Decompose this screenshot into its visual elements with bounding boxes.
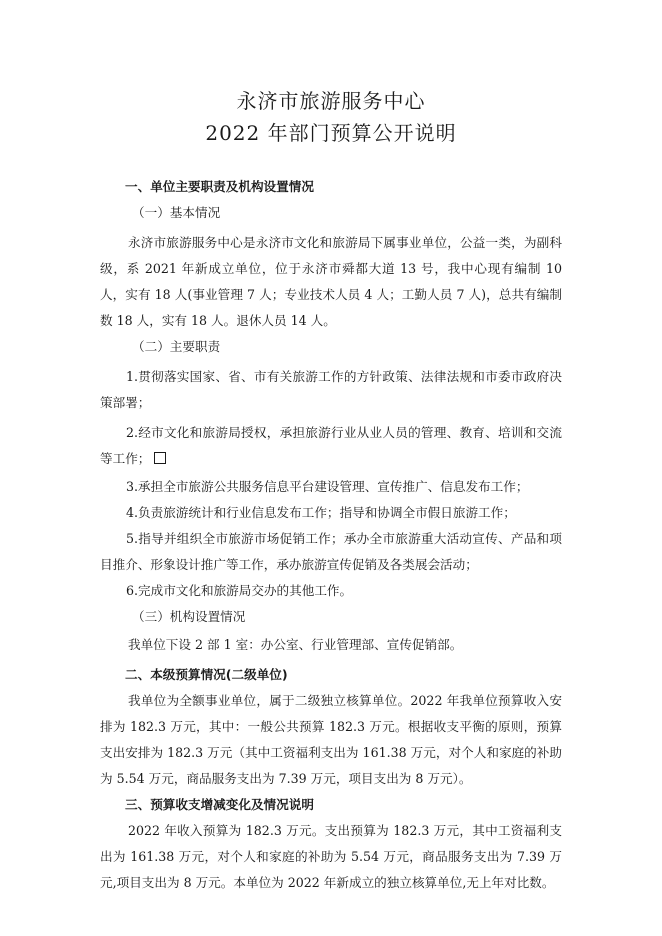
section1-sub1-heading: （一）基本情况 (132, 205, 221, 220)
budget-change-paragraph: 2022 年收入预算为 182.3 万元。支出预算为 182.3 万元，其中工资福利支出为 161.38 万元，对个人和家庭的补助为 5.54 万元，商品服务支出为 7.39 万元,项目支出为 8 万元。本单位为 2022 年新成立的独立核算单位,无上年对比数。 (100, 823, 562, 890)
section2-heading: 二、本级预算情况(二级单位) (125, 667, 288, 682)
section1-sub3-heading: （三）机构设置情况 (132, 609, 246, 624)
duty-item-2 (100, 420, 562, 472)
duty-item-2-text: 2.经市文化和旅游局授权，承担旅游行业从业人员的管理、教育、培训和交流等工作； (100, 425, 562, 466)
duty-item-3: 3.承担全市旅游公共服务信息平台建设管理、宣传推广、信息发布工作； (126, 479, 529, 494)
duty-item-6: 6.完成市文化和旅游局交办的其他工作。 (126, 583, 353, 598)
duty-item-4: 4.负责旅游统计和行业信息发布工作；指导和协调全市假日旅游工作； (126, 505, 516, 520)
section1-heading: 一、单位主要职责及机构设置情况 (125, 179, 314, 194)
section3-heading: 三、预算收支增减变化及情况说明 (125, 797, 314, 812)
org-structure-paragraph: 我单位下设 2 部 1 室：办公室、行业管理部、宣传促销部。 (128, 637, 463, 652)
duty-item-5: 5.指导并组织全市旅游市场促销工作；承办全市旅游重大活动宣传、产品和项目推介、形象设计推广等工作，承办旅游宣传促销及各类展会活动； (100, 531, 562, 572)
document-body (100, 174, 562, 896)
document-title-line2: 2022 年部门预算公开说明 (205, 121, 457, 145)
budget-paragraph: 我单位为全额事业单位，属于二级独立核算单位。2022 年我单位预算收入安排为 182.3 万元，其中：一般公共预算 182.3 万元。根据收支平衡的原则，预算支出安排为 182.3 万元（其中工资福利支出为 161.38 万元，对个人和家庭的补助为 5.54 万元，商品服务支出为 7.39 万元，项目支出为 8 万元）。 (100, 693, 562, 786)
checkbox-glyph-icon (154, 452, 166, 464)
duty-item-1: 1.贯彻落实国家、省、市有关旅游工作的方针政策、法律法规和市委市政府决策部署； (100, 369, 562, 410)
section1-sub2-heading: （二）主要职责 (132, 339, 221, 354)
basic-info-paragraph: 永济市旅游服务中心是永济市文化和旅游局下属事业单位，公益一类，为副科级，系 2021 年新成立单位，位于永济市舜都大道 13 号，我中心现有编制 10 人，实有 18 人(事业管理 7 人；专业技术人员 4 人；工勤人员 7 人)，总共有编制数 18 人，实有 18 人。退休人员 14 人。 (100, 235, 562, 328)
document-title-line1: 永济市旅游服务中心 (236, 89, 426, 113)
